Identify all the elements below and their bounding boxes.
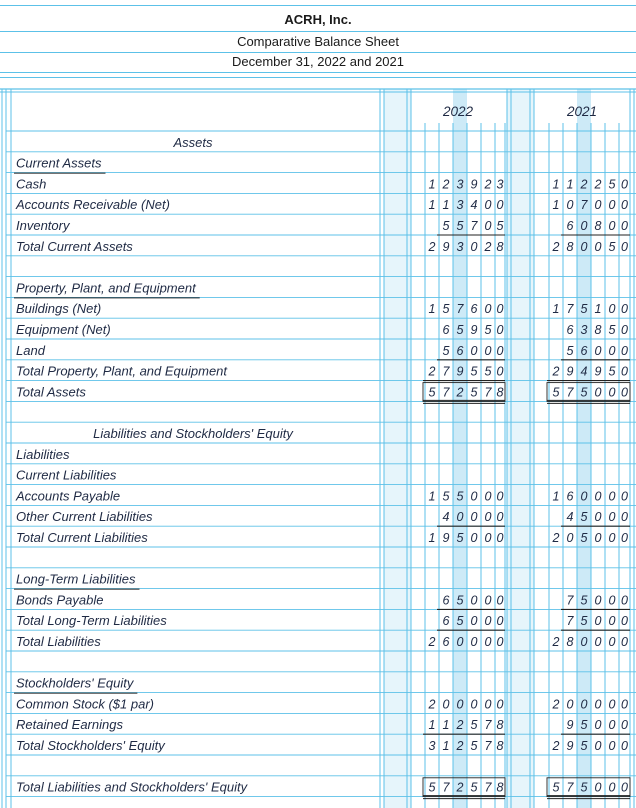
amount-2022-digit: 5	[470, 739, 478, 753]
amount-2021-digit: 0	[621, 364, 628, 379]
amount-2021-digit: 0	[580, 697, 588, 712]
amount-2021-digit: 5	[580, 302, 588, 317]
amount-2021-digit: 7	[580, 198, 588, 213]
amount-2021-digit: 1	[552, 198, 560, 213]
amount-2021-digit: 0	[621, 343, 628, 358]
row-label: Other Current Liabilities	[16, 509, 153, 525]
amount-2021-digit: 0	[594, 718, 602, 733]
amount-2022-digit: 9	[470, 177, 478, 192]
amount-2022-digit: 3	[456, 239, 464, 254]
amount-2022-digit: 6	[442, 635, 450, 649]
amount-2021-digit: 0	[594, 614, 602, 629]
amount-2021-digit: 0	[621, 510, 628, 525]
amount-2022-digit: 8	[496, 239, 504, 254]
amount-2021-digit: 0	[608, 219, 616, 233]
amount-2021-digit: 0	[621, 302, 628, 317]
amount-2022-digit: 0	[470, 510, 478, 525]
amount-2021-digit: 0	[594, 198, 602, 213]
row-label: Bonds Payable	[16, 592, 104, 608]
amount-2021-digit: 5	[580, 739, 588, 753]
amount-2021-digit: 1	[566, 177, 574, 192]
row-label: Total Current Liabilities	[16, 530, 148, 545]
amount-2021-digit: 2	[552, 364, 560, 379]
row-label: Total Long-Term Liabilities	[16, 613, 167, 629]
amount-2022-digit: 0	[484, 635, 492, 649]
amount-2022-digit: 0	[442, 697, 450, 712]
amount-2022-digit: 1	[442, 739, 450, 753]
amount-2021-digit: 0	[608, 302, 616, 317]
amount-2021-digit: 0	[608, 593, 616, 608]
amount-2022-digit: 6	[442, 614, 450, 629]
amount-2021-digit: 0	[608, 739, 616, 753]
amount-2021-digit: 5	[580, 510, 588, 525]
amount-2021-digit: 0	[566, 697, 574, 712]
amount-2022-digit: 0	[496, 323, 504, 337]
amount-2021-digit: 8	[566, 239, 574, 254]
amount-2021-digit: 0	[621, 177, 628, 192]
amount-2021-digit: 5	[580, 614, 588, 629]
amount-2021-digit: 0	[608, 385, 616, 400]
amount-2021-digit: 0	[608, 531, 616, 545]
row-label: Retained Earnings	[16, 717, 123, 733]
amount-2022-digit: 5	[496, 219, 504, 233]
amount-2022-digit: 0	[470, 697, 478, 712]
amount-2022-digit: 6	[456, 343, 464, 358]
amount-2022-digit: 4	[442, 510, 450, 525]
amount-2021-digit: 2	[594, 177, 602, 192]
amount-2021-digit: 0	[621, 531, 628, 545]
year-2022-header: 2022	[442, 104, 474, 119]
amount-2021-digit: 6	[566, 219, 574, 233]
row-label: Total Liabilities	[16, 634, 101, 649]
amount-2022-digit: 0	[496, 510, 504, 525]
amount-2022-digit: 9	[470, 323, 478, 337]
row-label: Total Current Assets	[16, 238, 133, 254]
row-label: Accounts Receivable (Net)	[16, 197, 170, 213]
amount-2021-digit: 0	[594, 739, 602, 753]
amount-2022-digit: 7	[484, 385, 492, 400]
amount-2022-digit: 0	[470, 614, 478, 629]
amount-2022-digit: 0	[496, 302, 504, 317]
amount-2022-digit: 0	[484, 531, 492, 545]
row-label: Common Stock ($1 par)	[16, 696, 154, 712]
amount-2021-digit: 0	[594, 385, 602, 400]
amount-2022-digit: 0	[496, 593, 504, 608]
amount-2021-digit: 4	[566, 510, 574, 525]
amount-2021-digit: 2	[552, 635, 560, 649]
amount-2022-digit: 2	[428, 364, 436, 379]
amount-2021-digit: 0	[580, 219, 588, 233]
amount-2021-digit: 0	[608, 780, 616, 795]
amount-2022-digit: 0	[456, 510, 464, 525]
amount-2021-digit: 0	[608, 198, 616, 213]
amount-2022-digit: 5	[456, 219, 464, 233]
amount-2022-digit: 5	[428, 385, 436, 400]
amount-2021-digit: 5	[580, 718, 588, 733]
amount-2021-digit: 5	[552, 385, 560, 400]
statement-date: December 31, 2022 and 2021	[231, 54, 404, 69]
amount-2021-digit: 0	[608, 343, 616, 358]
amount-2022-digit: 5	[456, 531, 464, 545]
amount-2022-digit: 1	[428, 302, 436, 317]
amount-2021-digit: 2	[552, 697, 560, 712]
amount-2022-digit: 4	[470, 198, 478, 213]
amount-2021-digit: 8	[594, 323, 602, 337]
amount-2021-digit: 0	[621, 198, 628, 213]
amount-2021-digit: 0	[621, 739, 628, 753]
amount-2022-digit: 2	[428, 239, 436, 254]
amount-2022-digit: 0	[496, 697, 504, 712]
amount-2021-digit: 7	[566, 593, 574, 608]
row-label: Assets	[173, 134, 213, 150]
row-label: Stockholders' Equity	[16, 675, 134, 691]
amount-2021-digit: 0	[594, 635, 602, 649]
amount-2022-digit: 1	[428, 718, 436, 733]
amount-2022-digit: 5	[470, 780, 478, 795]
row-label: Current Assets	[16, 155, 102, 171]
amount-2022-digit: 5	[470, 364, 478, 379]
amount-2021-digit: 0	[621, 219, 628, 233]
amount-2021-digit: 5	[608, 239, 616, 254]
amount-2022-digit: 7	[442, 385, 450, 400]
amount-2021-digit: 5	[608, 177, 616, 192]
row-label: Liabilities	[16, 446, 70, 462]
row-label: Land	[16, 342, 45, 358]
amount-2022-digit: 9	[442, 531, 450, 545]
amount-2022-digit: 0	[496, 364, 504, 379]
amount-2021-digit: 5	[608, 323, 616, 337]
amount-2022-digit: 0	[484, 614, 492, 629]
amount-2022-digit: 2	[456, 739, 464, 753]
amount-2021-digit: 0	[594, 593, 602, 608]
amount-2021-digit: 3	[580, 323, 588, 337]
company-name: ACRH, Inc.	[284, 12, 352, 27]
amount-2022-digit: 0	[496, 489, 504, 504]
amount-2021-digit: 9	[566, 718, 574, 733]
amount-2021-digit: 6	[566, 323, 574, 337]
amount-2021-digit: 0	[566, 531, 574, 545]
amount-2022-digit: 5	[456, 489, 464, 504]
amount-2021-digit: 7	[566, 780, 574, 795]
amount-2021-digit: 0	[580, 239, 588, 254]
amount-2022-digit: 3	[496, 177, 504, 192]
amount-2022-digit: 8	[496, 780, 504, 795]
amount-2021-digit: 6	[580, 343, 588, 358]
amount-2022-digit: 0	[470, 489, 478, 504]
amount-2022-digit: 8	[496, 739, 504, 753]
amount-2022-digit: 7	[456, 302, 464, 317]
amount-2022-digit: 1	[428, 531, 436, 545]
row-label: Accounts Payable	[16, 488, 121, 504]
amount-2022-digit: 1	[442, 718, 450, 733]
amount-2022-digit: 0	[470, 239, 478, 254]
amount-2022-digit: 0	[484, 489, 492, 504]
amount-2021-digit: 5	[552, 780, 560, 795]
amount-2022-digit: 0	[470, 593, 478, 608]
amount-2021-digit: 0	[621, 780, 628, 795]
amount-2022-digit: 9	[442, 239, 450, 254]
row-label: Total Property, Plant, and Equipment	[16, 363, 228, 379]
row-label: Total Stockholders' Equity	[16, 738, 165, 753]
amount-2021-digit: 2	[552, 531, 560, 545]
amount-2021-digit: 0	[621, 697, 628, 712]
amount-2021-digit: 0	[621, 614, 628, 629]
amount-2022-digit: 7	[484, 739, 492, 753]
row-label: Long-Term Liabilities	[16, 571, 136, 587]
amount-2022-digit: 5	[456, 614, 464, 629]
amount-2022-digit: 2	[484, 177, 492, 192]
amount-2021-digit: 5	[580, 593, 588, 608]
amount-2022-digit: 2	[428, 697, 436, 712]
amount-2022-digit: 7	[442, 780, 450, 795]
amount-2022-digit: 2	[428, 635, 436, 649]
amount-2021-digit: 8	[566, 635, 574, 649]
row-label: Liabilities and Stockholders' Equity	[93, 426, 293, 441]
amount-2021-digit: 0	[621, 385, 628, 400]
amount-2021-digit: 2	[552, 239, 560, 254]
amount-2022-digit: 0	[496, 343, 504, 358]
amount-2022-digit: 0	[484, 219, 492, 233]
row-label: Inventory	[16, 218, 70, 233]
amount-2021-digit: 5	[580, 780, 588, 795]
amount-2021-digit: 0	[594, 489, 602, 504]
amount-2022-digit: 0	[470, 343, 478, 358]
amount-2022-digit: 0	[456, 697, 464, 712]
year-2021-header: 2021	[566, 104, 598, 119]
amount-2021-digit: 0	[621, 239, 628, 254]
amount-2022-digit: 1	[442, 198, 450, 213]
amount-2022-digit: 0	[496, 531, 504, 545]
amount-2021-digit: 0	[608, 614, 616, 629]
amount-2022-digit: 5	[484, 364, 492, 379]
amount-2021-digit: 5	[580, 531, 588, 545]
amount-2022-digit: 0	[496, 614, 504, 629]
amount-2022-digit: 7	[484, 718, 492, 733]
amount-2021-digit: 9	[594, 364, 602, 379]
amount-2022-digit: 6	[442, 323, 450, 337]
amount-2022-digit: 1	[428, 489, 436, 504]
amount-2022-digit: 0	[484, 343, 492, 358]
amount-2022-digit: 5	[428, 780, 436, 795]
amount-2021-digit: 7	[566, 385, 574, 400]
amount-2021-digit: 5	[580, 385, 588, 400]
amount-2022-digit: 5	[484, 323, 492, 337]
amount-2022-digit: 1	[428, 177, 436, 192]
amount-2022-digit: 0	[484, 510, 492, 525]
amount-2021-digit: 0	[608, 635, 616, 649]
amount-2022-digit: 6	[442, 593, 450, 608]
amount-2022-digit: 0	[470, 635, 478, 649]
amount-2021-digit: 0	[580, 489, 588, 504]
amount-2021-digit: 0	[594, 531, 602, 545]
amount-2021-digit: 1	[552, 177, 560, 192]
amount-2021-digit: 7	[566, 614, 574, 629]
amount-2021-digit: 0	[621, 635, 628, 649]
amount-2022-digit: 3	[456, 198, 464, 213]
statement-title: Comparative Balance Sheet	[237, 34, 399, 49]
amount-2021-digit: 0	[621, 489, 628, 504]
amount-2022-digit: 8	[496, 718, 504, 733]
amount-2021-digit: 0	[594, 239, 602, 254]
amount-2022-digit: 0	[484, 198, 492, 213]
amount-2022-digit: 5	[456, 323, 464, 337]
amount-2021-digit: 0	[608, 489, 616, 504]
amount-2021-digit: 0	[621, 593, 628, 608]
amount-2022-digit: 5	[470, 385, 478, 400]
row-label: Total Liabilities and Stockholders' Equity	[16, 779, 248, 795]
amount-2021-digit: 4	[580, 364, 588, 379]
amount-2021-digit: 0	[608, 510, 616, 525]
amount-2021-digit: 0	[621, 323, 628, 337]
amount-2022-digit: 2	[484, 239, 492, 254]
row-label: Property, Plant, and Equipment	[16, 280, 196, 296]
amount-2022-digit: 3	[456, 177, 464, 192]
amount-2022-digit: 0	[484, 302, 492, 317]
amount-2021-digit: 9	[566, 739, 574, 753]
amount-2021-digit: 0	[594, 697, 602, 712]
amount-2022-digit: 2	[456, 385, 464, 400]
row-label: Current Liabilities	[16, 467, 117, 483]
amount-2022-digit: 1	[428, 198, 436, 213]
amount-2021-digit: 0	[594, 343, 602, 358]
amount-2021-digit: 0	[621, 718, 628, 733]
amount-2021-digit: 0	[608, 718, 616, 733]
amount-2021-digit: 1	[552, 489, 560, 504]
amount-2022-digit: 2	[442, 177, 450, 192]
row-label: Total Assets	[16, 384, 86, 400]
amount-2022-digit: 2	[456, 780, 464, 795]
amount-2022-digit: 7	[442, 364, 450, 379]
amount-2022-digit: 5	[442, 302, 450, 317]
amount-2021-digit: 1	[552, 302, 560, 317]
amount-2021-digit: 2	[552, 739, 560, 753]
amount-2021-digit: 6	[566, 489, 574, 504]
amount-2022-digit: 3	[428, 739, 436, 753]
amount-2022-digit: 7	[470, 219, 478, 233]
row-label: Cash	[16, 176, 47, 192]
amount-2022-digit: 9	[456, 364, 464, 379]
amount-2021-digit: 0	[580, 635, 588, 649]
amount-2022-digit: 0	[484, 697, 492, 712]
amount-2022-digit: 0	[496, 198, 504, 213]
amount-2022-digit: 0	[496, 635, 504, 649]
amount-2021-digit: 2	[580, 177, 588, 192]
amount-2021-digit: 5	[608, 364, 616, 379]
amount-2021-digit: 0	[594, 780, 602, 795]
amount-2022-digit: 6	[470, 302, 478, 317]
amount-2022-digit: 5	[456, 593, 464, 608]
amount-2022-digit: 5	[442, 219, 450, 233]
amount-2022-digit: 8	[496, 385, 504, 400]
row-label: Buildings (Net)	[16, 301, 102, 317]
amount-2021-digit: 8	[594, 219, 602, 233]
amount-2022-digit: 2	[456, 718, 464, 733]
amount-2021-digit: 7	[566, 302, 574, 317]
amount-2022-digit: 5	[442, 343, 450, 358]
amount-2022-digit: 7	[484, 780, 492, 795]
amount-2021-digit: 9	[566, 364, 574, 379]
amount-2021-digit: 0	[608, 697, 616, 712]
amount-2021-digit: 5	[566, 343, 574, 358]
amount-2022-digit: 0	[470, 531, 478, 545]
amount-2022-digit: 5	[470, 718, 478, 733]
amount-2021-digit: 1	[594, 302, 602, 317]
amount-2021-digit: 0	[594, 510, 602, 525]
amount-2022-digit: 0	[484, 593, 492, 608]
amount-2021-digit: 0	[566, 198, 574, 213]
row-label: Equipment (Net)	[16, 322, 111, 337]
amount-2022-digit: 0	[456, 635, 464, 649]
amount-2022-digit: 5	[442, 489, 450, 504]
